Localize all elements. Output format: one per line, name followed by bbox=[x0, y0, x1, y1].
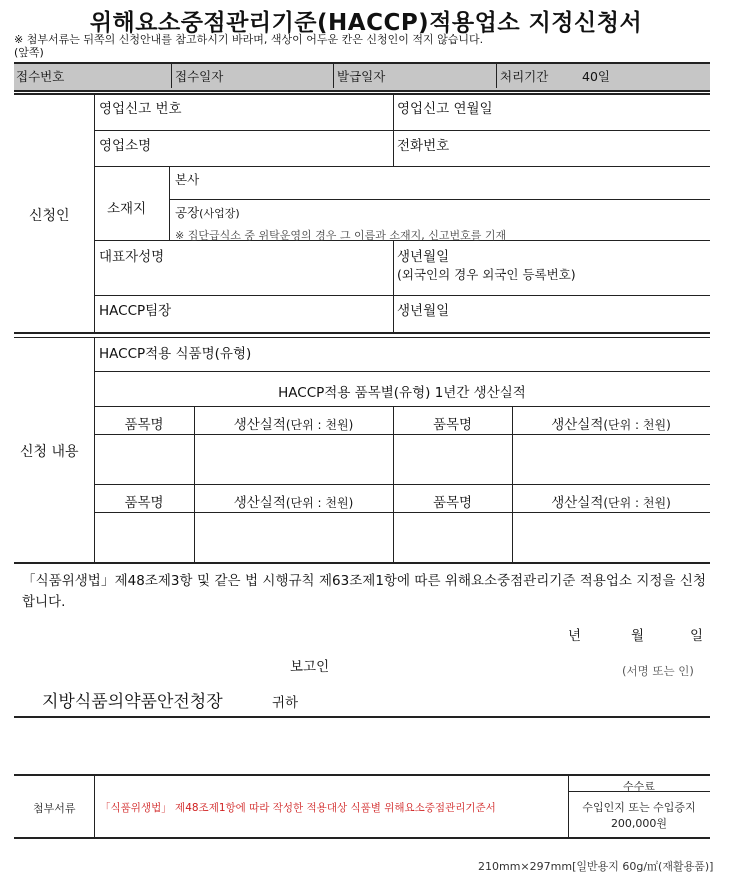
production-cell[interactable] bbox=[513, 513, 710, 562]
item-name-cell[interactable] bbox=[394, 513, 512, 562]
attachment-bottom-border bbox=[14, 837, 710, 839]
birth-date-label: 생년월일 bbox=[397, 249, 450, 265]
fee-description: 수입인지 또는 수입증지 bbox=[582, 801, 696, 814]
factory-label bbox=[175, 203, 240, 221]
column-divider bbox=[393, 95, 394, 166]
honorific-label: 귀하 bbox=[272, 695, 299, 711]
production-text: 생산실적 bbox=[233, 495, 286, 511]
production-header bbox=[512, 491, 710, 511]
row-divider bbox=[94, 130, 710, 131]
fee-label: 수수료 bbox=[623, 780, 655, 793]
receipt-divider bbox=[171, 64, 172, 88]
reporter-label: 보고인 bbox=[290, 659, 330, 675]
production-text: 생산실적 bbox=[551, 495, 604, 511]
instruction-note bbox=[14, 33, 714, 59]
phone-label: 전화번호 bbox=[397, 138, 450, 154]
factory-sub-text: (사업장) bbox=[199, 207, 240, 220]
production-header bbox=[512, 413, 710, 433]
issue-date-label: 발급일자 bbox=[337, 69, 386, 84]
process-period-label: 처리기간 bbox=[500, 69, 549, 84]
receipt-divider bbox=[333, 64, 334, 88]
business-report-date-label: 영업신고 연월일 bbox=[397, 101, 493, 117]
production-cell[interactable] bbox=[513, 435, 710, 484]
production-title: HACCP적용 품목별(유형) 1년간 생산실적 bbox=[278, 385, 526, 401]
representative-label: 대표자성명 bbox=[99, 249, 165, 265]
production-cell[interactable] bbox=[195, 435, 393, 484]
item-name-header: 품목명 bbox=[124, 495, 164, 511]
note-page-indicator: (앞쪽) bbox=[14, 46, 44, 59]
application-section-label: 신청 내용 bbox=[20, 444, 79, 460]
recipient-label: 지방식품의약품안전청장 bbox=[42, 692, 223, 712]
receipt-divider bbox=[496, 64, 497, 88]
haccp-leader-label: HACCP팀장 bbox=[99, 303, 172, 319]
section-separator bbox=[14, 337, 710, 338]
row-divider bbox=[94, 295, 710, 296]
recipient-underline bbox=[14, 716, 710, 718]
location-divider bbox=[169, 166, 170, 240]
row-divider bbox=[94, 406, 710, 407]
business-name-label: 영업소명 bbox=[99, 138, 152, 154]
section-separator bbox=[14, 332, 710, 334]
location-label: 소재지 bbox=[107, 201, 147, 217]
year-label: 년 bbox=[568, 628, 582, 644]
applicant-section-label: 신청인 bbox=[29, 208, 70, 224]
unit-text: (단위 : 천원) bbox=[603, 418, 671, 432]
column-divider bbox=[393, 240, 394, 332]
row-divider bbox=[94, 371, 710, 372]
paper-spec: 210mm×297mm[일반용지 60g/㎡(재활용품)] bbox=[478, 860, 714, 873]
production-header bbox=[194, 413, 393, 433]
item-name-cell[interactable] bbox=[394, 435, 512, 484]
receipt-no-label: 접수번호 bbox=[16, 69, 65, 84]
item-name-header: 품목명 bbox=[432, 417, 473, 433]
birth-note: (외국인의 경우 외국인 등록번호) bbox=[397, 267, 576, 282]
row-divider bbox=[94, 166, 710, 167]
unit-text: (단위 : 천원) bbox=[285, 496, 354, 510]
month-label: 월 bbox=[631, 628, 645, 644]
application-statement: 「식품위생법」제48조제3항 및 같은 법 시행규칙 제63조제1항에 따른 위해요소중점관리기준 적용업소 지정을 신청합니다. bbox=[22, 573, 706, 610]
attachment-label: 첨부서류 bbox=[33, 802, 76, 815]
food-name-label: HACCP적용 식품명(유형) bbox=[99, 346, 252, 362]
receipt-date-label: 접수일자 bbox=[175, 69, 224, 84]
production-header bbox=[194, 491, 393, 511]
signature-label: (서명 또는 인) bbox=[622, 664, 694, 678]
head-office-label: 본사 bbox=[175, 172, 200, 187]
leader-birth-label: 생년월일 bbox=[397, 303, 450, 319]
factory-text: 공장 bbox=[175, 205, 200, 220]
attachment-divider bbox=[94, 776, 95, 837]
item-name-cell[interactable] bbox=[95, 435, 194, 484]
unit-text: (단위 : 천원) bbox=[603, 496, 671, 510]
production-text: 생산실적 bbox=[233, 417, 286, 433]
attachment-content: 「식품위생법」 제48조제1항에 따라 작성한 적용대상 식품별 위해요소중점관리기준서 bbox=[100, 802, 496, 814]
item-name-header: 품목명 bbox=[432, 495, 473, 511]
row-divider bbox=[169, 199, 710, 200]
section-bottom-border bbox=[14, 562, 710, 564]
item-name-cell[interactable] bbox=[95, 513, 194, 562]
unit-text: (단위 : 천원) bbox=[285, 418, 354, 432]
business-report-no-label: 영업신고 번호 bbox=[99, 101, 182, 117]
page-title: 위해요소중점관리기준(HACCP)적용업소 지정신청서 bbox=[89, 10, 643, 36]
section-top-border bbox=[14, 93, 710, 95]
fee-amount: 200,000원 bbox=[610, 817, 668, 830]
day-label: 일 bbox=[690, 628, 704, 644]
item-name-header: 품목명 bbox=[124, 417, 164, 433]
note-text: ※ 첨부서류는 뒤쪽의 신청안내를 참고하시기 바라며, 색상이 어두운 칸은 신청인이 적지 않습니다. bbox=[14, 33, 484, 46]
row-divider bbox=[94, 484, 710, 485]
process-days-value: 40일 bbox=[582, 69, 610, 84]
location-note: ※ 집단급식소 중 위탁운영의 경우 그 이름과 소재지, 신고번호를 기재 bbox=[175, 229, 507, 242]
attachment-top-border bbox=[14, 774, 710, 776]
production-cell[interactable] bbox=[195, 513, 393, 562]
production-text: 생산실적 bbox=[551, 417, 604, 433]
